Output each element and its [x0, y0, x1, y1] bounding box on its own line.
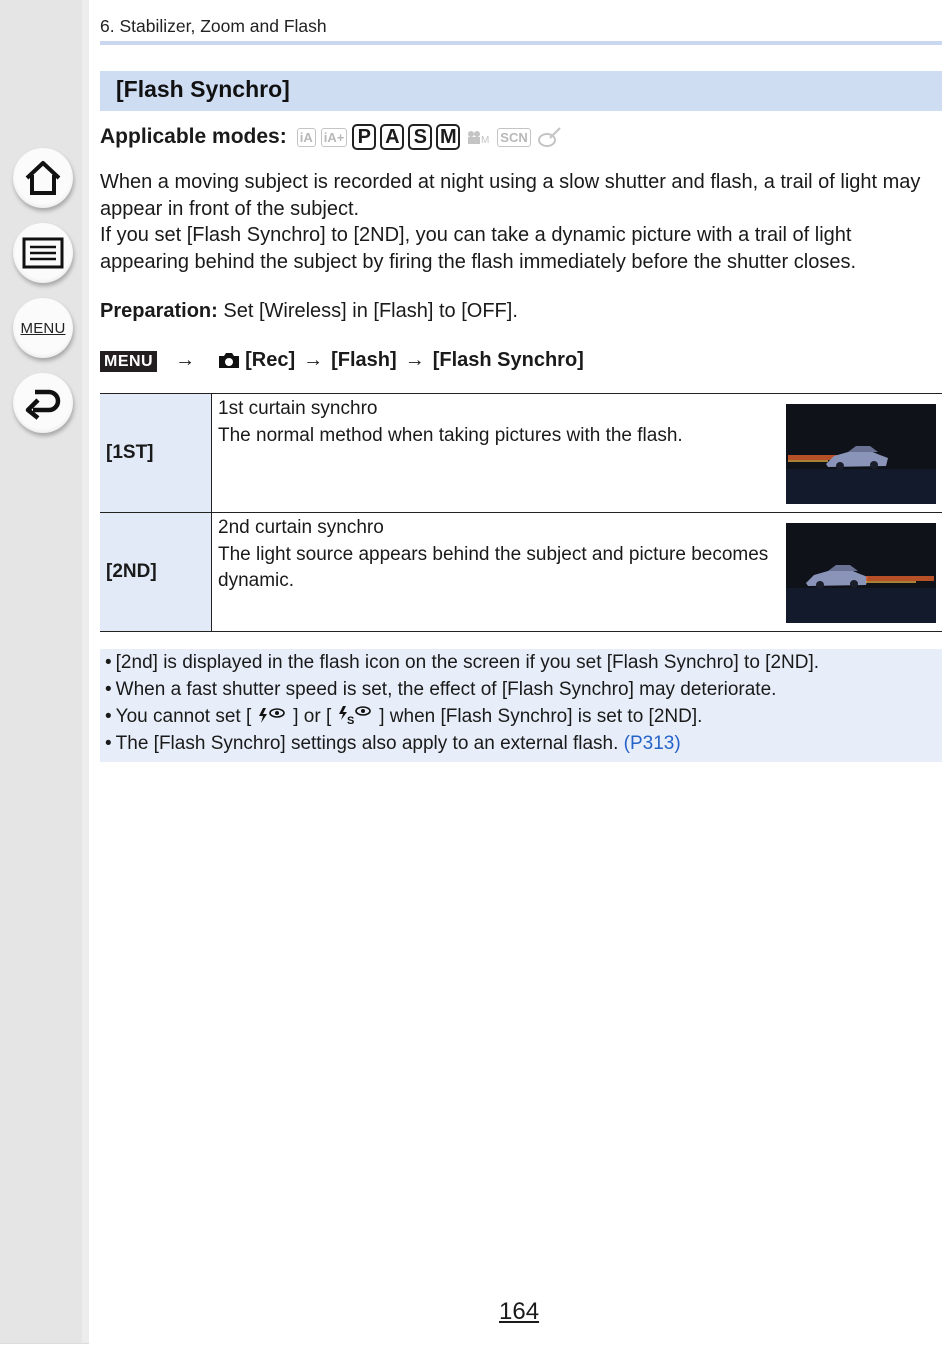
chapter-divider	[100, 41, 942, 45]
menu-button[interactable]	[13, 298, 73, 358]
camera-icon	[217, 350, 241, 370]
note-item: • The [Flash Synchro] settings also apply to an external flash. (P313)	[105, 732, 681, 754]
list-icon	[22, 237, 64, 269]
scene-mode-icon: SCN	[497, 128, 530, 147]
table-row	[100, 513, 942, 632]
creative-control-mode-icon	[536, 126, 562, 148]
menu-path	[100, 345, 584, 375]
first-curtain-example-photo	[786, 404, 936, 504]
preparation	[100, 300, 518, 323]
intro-paragraph-1: When a moving subject is recorded at night using a slow shutter and flash, a trail of light may appear in front of the subject.	[100, 171, 921, 220]
menu-badge: MENU	[100, 351, 157, 372]
slow-sync-red-eye-icon	[337, 703, 373, 725]
table-row	[100, 394, 942, 513]
mode-p-icon: P	[352, 124, 376, 150]
section-title-bar	[100, 71, 942, 111]
preparation-text: Set [Wireless] in [Flash] to [OFF].	[217, 300, 518, 322]
note-item: • [2nd] is displayed in the flash icon on the screen if you set [Flash Synchro] to [2ND].	[105, 652, 820, 673]
option-key: [2ND]	[100, 513, 212, 631]
option-desc: The light source appears behind the subject and picture becomes dynamic.	[218, 543, 769, 591]
chapter-heading: 6. Stabilizer, Zoom and Flash	[100, 16, 327, 36]
flash-menu-label: [Flash]	[331, 348, 397, 371]
creative-video-mode-icon	[466, 128, 492, 146]
back-arrow-icon	[23, 386, 63, 420]
path-arrow: →	[175, 348, 196, 371]
sidebar-edge	[82, 0, 89, 1343]
mode-m-icon: M	[436, 124, 460, 150]
note-item: • When a fast shutter speed is set, the effect of [Flash Synchro] may deteriorate.	[105, 678, 777, 700]
preparation-label: Preparation:	[100, 300, 218, 322]
flash-synchro-label: [Flash Synchro]	[432, 348, 584, 371]
option-name: 2nd curtain synchro	[218, 517, 384, 538]
applicable-modes	[100, 122, 562, 152]
mode-a-icon: A	[380, 124, 404, 150]
second-curtain-example-photo	[786, 523, 936, 623]
sidebar-footer	[0, 1343, 89, 1365]
home-button[interactable]	[13, 148, 73, 208]
menu-label: MENU	[20, 319, 66, 337]
mode-ia-icon: iA	[297, 128, 316, 147]
option-name: 1st curtain synchro	[218, 398, 378, 419]
path-arrow: →	[404, 348, 425, 371]
option-desc: The normal method when taking pictures with the flash.	[218, 424, 683, 446]
page-link-p313[interactable]: (P313)	[623, 732, 681, 754]
page-number: 164	[499, 1298, 540, 1325]
section-title: [Flash Synchro]	[116, 76, 290, 102]
path-arrow: →	[303, 348, 324, 371]
contents-button[interactable]	[13, 223, 73, 283]
note-item: • You cannot set [ ] or [ S ] when [Flash Synchro] is set to [2ND].	[105, 703, 819, 731]
mode-ia-plus-icon: iA+	[321, 128, 348, 147]
option-key: [1ST]	[100, 394, 212, 512]
intro-paragraph-2: If you set [Flash Synchro] to [2ND], you can take a dynamic picture with a trail of light appearing behind the subject by firing the flash immediately before the shutter closes.	[100, 224, 856, 273]
flash-red-eye-icon	[257, 705, 287, 725]
svg-text:M: M	[481, 135, 490, 146]
option-description	[218, 515, 778, 595]
back-button[interactable]	[13, 373, 73, 433]
option-description	[218, 396, 778, 449]
mode-s-icon: S	[408, 124, 432, 150]
svg-text:S: S	[347, 715, 355, 725]
rec-menu-label: [Rec]	[245, 348, 296, 371]
modes-label: Applicable modes:	[100, 125, 287, 148]
home-icon	[23, 158, 63, 198]
notes-box	[100, 649, 942, 762]
options-table	[100, 393, 942, 632]
